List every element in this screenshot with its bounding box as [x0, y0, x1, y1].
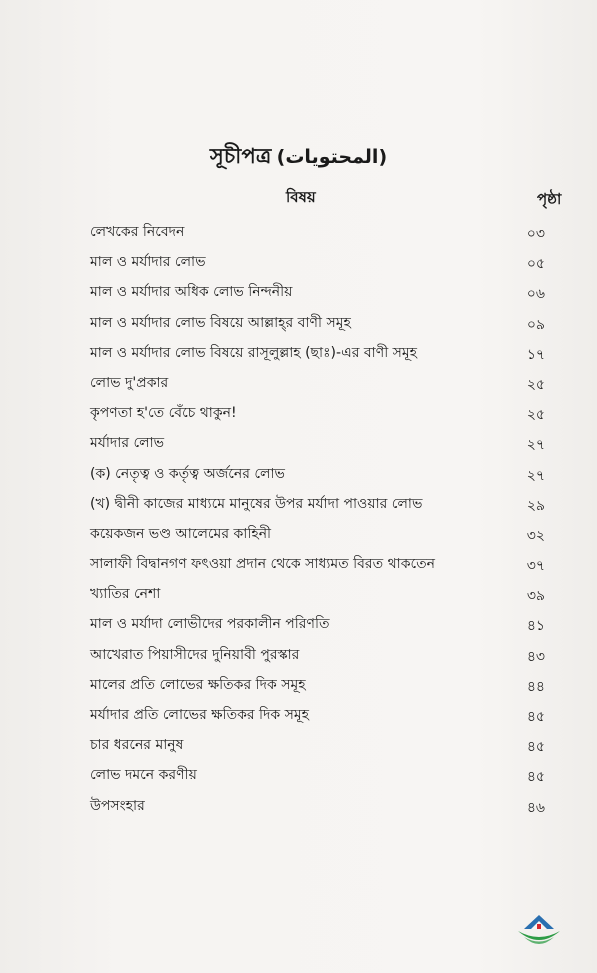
toc-entry-title: (খ) দ্বীনী কাজের মাধ্যমে মানুষের উপর মর্যাদা পাওয়ার লোভ [90, 495, 423, 512]
toc-entry-title: (ক) নেতৃত্ব ও কর্তৃত্ব অর্জনের লোভ [90, 465, 285, 482]
publisher-logo-icon [514, 913, 564, 949]
toc-entry-title: চার ধরনের মানুষ [90, 737, 184, 754]
toc-entry-page: ৪৫ [526, 709, 545, 725]
toc-entry-page: ২৫ [526, 407, 545, 424]
toc-entry [0, 458, 597, 488]
toc-entry-page: ০৩ [526, 226, 545, 242]
toc-entry [0, 608, 597, 638]
toc-entry-title: কৃপণতা হ'তে বেঁচে থাকুন! [90, 405, 237, 422]
toc-entry [0, 639, 597, 669]
toc-entry-title: মাল ও মর্যাদার লোভ বিষয়ে আল্লাহ্‌র বাণী সমূহ [90, 314, 351, 331]
toc-entry-title: লোভ দু'প্রকার [90, 374, 169, 391]
toc-entry-page: ০৫ [526, 256, 545, 273]
toc-entry [0, 790, 597, 820]
toc-entry [0, 518, 597, 548]
toc-entry-page: ০৯ [526, 316, 545, 333]
toc-entry [0, 337, 597, 367]
toc-entry-page: ২৭ [526, 437, 545, 454]
toc-entry-title: মাল ও মর্যাদার অধিক লোভ নিন্দনীয় [90, 284, 293, 301]
toc-list [0, 216, 597, 820]
toc-entry-page: ৩২ [526, 527, 545, 544]
toc-entry [0, 216, 597, 246]
toc-entry-title: মর্যাদার প্রতি লোভের ক্ষতিকর দিক সমূহ [90, 707, 310, 723]
toc-entry-page: ৩৭ [526, 558, 545, 575]
toc-entry-title: খ্যাতির নেশা [90, 586, 161, 603]
toc-entry-title: আখেরাত পিয়াসীদের দুনিয়াবী পুরস্কার [90, 646, 300, 663]
toc-entry [0, 276, 597, 306]
toc-entry [0, 699, 597, 729]
toc-entry-page: ৪৫ [526, 739, 545, 756]
toc-entry-title: উপসংহার [90, 797, 145, 814]
toc-entry-title: মর্যাদার লোভ [90, 435, 165, 452]
toc-entry-page: ২৭ [526, 467, 545, 484]
toc-entry-page: ১৭ [526, 346, 545, 363]
toc-entry-title: মাল ও মর্যাদার লোভ বিষয়ে রাসূলুল্লাহ (ছাঃ)-এর বাণী সমূহ [90, 344, 418, 361]
toc-entry-page: ০৬ [526, 286, 545, 303]
toc-entry-title: লেখকের নিবেদন [90, 224, 185, 240]
toc-entry-title: সালাফী বিদ্বানগণ ফৎওয়া প্রদান থেকে সাধ্যমত বিরত থাকতেন [90, 556, 435, 573]
column-header-page: পৃষ্ঠা [537, 190, 562, 208]
toc-entry [0, 759, 597, 789]
title-arabic: (المحتويات) [276, 146, 388, 168]
toc-entry [0, 488, 597, 518]
toc-entry [0, 246, 597, 276]
toc-entry-page: ৩৯ [526, 588, 545, 605]
column-header-subject: বিষয় [286, 188, 316, 206]
toc-entry [0, 548, 597, 578]
toc-entry-title: মালের প্রতি লোভের ক্ষতিকর দিক সমূহ [90, 676, 306, 693]
toc-entry [0, 367, 597, 397]
toc-entry-page: ৪৬ [526, 799, 545, 816]
toc-entry [0, 427, 597, 457]
toc-entry [0, 397, 597, 427]
toc-entry-title: মাল ও মর্যাদার লোভ [90, 254, 206, 271]
toc-entry-title: লোভ দমনে করণীয় [90, 767, 197, 784]
toc-entry-page: ২৯ [526, 497, 545, 514]
toc-entry-title: কয়েকজন ভণ্ড আলেমের কাহিনী [90, 525, 272, 542]
toc-entry-page: ৪১ [526, 618, 545, 635]
toc-entry-page: ২৫ [526, 376, 545, 393]
toc-entry-page: ৪৩ [526, 648, 545, 665]
toc-entry-title: মাল ও মর্যাদা লোভীদের পরকালীন পরিণতি [90, 616, 330, 633]
title-bengali: সূচীপত্র [209, 144, 272, 168]
toc-entry [0, 307, 597, 337]
toc-entry-page: ৪৪ [526, 678, 545, 695]
toc-entry-page: ৪৫ [526, 769, 545, 786]
toc-entry [0, 578, 597, 608]
toc-entry [0, 729, 597, 759]
page-title [0, 140, 597, 175]
toc-entry [0, 669, 597, 699]
